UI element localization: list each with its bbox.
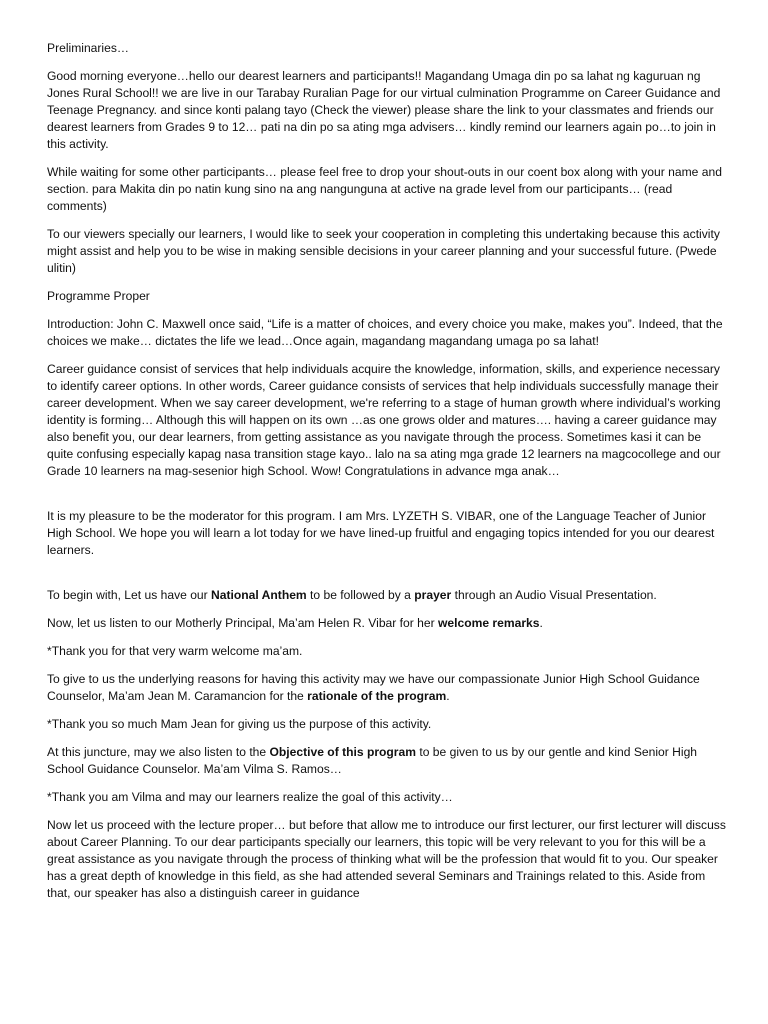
paragraph-greeting: Good morning everyone…hello our dearest learners and participants!! Magandang Umaga din po sa lahat ng kaguruan ng Jones Rural School!! we are live in our Tarabay Ruralian Page for our virtual culmination Programme on Career Guidance and Teenage Pregnancy. and since konti palang tayo (Check the viewer) please share the link to your classmates and friends our dearest learners from Grades 9 to 12… pati na din po sa ating mga advisers… kindly remind our learners again po…to join in this activity.: [47, 69, 721, 151]
paragraph-thanks-welcome: *Thank you for that very warm welcome ma’am.: [47, 644, 303, 658]
paragraph-career-guidance: Career guidance consist of services that help individuals acquire the knowledge, information, skills, and experience necessary to identify career options. In other words, Career guidance consists of services that help individuals successfully manage their career development. When we say career development, we're referring to a stage of human growth where individual’s working identity is forming… Although this will happen on its own …as one grows older and matures…. having a career guidance may also benefit you, our dear learners, from getting assistance as you navigate through the process. Sometimes kasi it can be quite confusing especially kapag nasa transition stage kayo.. lalo na sa ating mga grade 12 learners na magcocollege and our Grade 10 learners na mag-sesenior high School. Wow! Congratulations in advance mga anak…: [47, 362, 721, 478]
paragraph-cooperation: To our viewers specially our learners, I would like to seek your cooperation in completing this undertaking because this activity might assist and help you to be wise in making sensible decisions in your career planning and your successful future. (Pwede ulitin): [47, 227, 720, 275]
programme-heading: Programme Proper: [47, 289, 150, 303]
paragraph-anthem: To begin with, Let us have our National Anthem to be followed by a prayer through an Audio Visual Presentation.: [47, 588, 657, 602]
paragraph-moderator: It is my pleasure to be the moderator for this program. I am Mrs. LYZETH S. VIBAR, one of the Language Teacher of Junior High School. We hope you will learn a lot today for we have lined-up fruitful and engaging topics intended for you our dearest learners.: [47, 509, 715, 557]
spacer: [47, 491, 728, 508]
spacer: [47, 570, 728, 587]
paragraph-thanks-rationale: *Thank you so much Mam Jean for giving us the purpose of this activity.: [47, 717, 432, 731]
paragraph-rationale: To give to us the underlying reasons for having this activity may we have our compassionate Junior High School Guidance Counselor, Ma’am Jean M. Caramancion for the rationale of the program.: [47, 672, 700, 703]
paragraph-shout-outs: While waiting for some other participants… please feel free to drop your shout-outs in our coent box along with your name and section. para Makita din po natin kung sino na ang nangunguna at active na grade level from our participants… (read comments): [47, 165, 722, 213]
paragraph-welcome: Now, let us listen to our Motherly Principal, Ma’am Helen R. Vibar for her welcome remarks.: [47, 616, 543, 630]
paragraph-introduction: Introduction: John C. Maxwell once said, “Life is a matter of choices, and every choice you make, makes you”. Indeed, that the choices we make… dictates the life we lead…Once again, magandang magandang umaga po sa lahat!: [47, 317, 723, 348]
paragraph-objective: At this juncture, may we also listen to the Objective of this program to be given to us by our gentle and kind Senior High School Guidance Counselor. Ma’am Vilma S. Ramos…: [47, 745, 698, 776]
preliminaries-heading: Preliminaries…: [47, 41, 129, 55]
paragraph-thanks-objective: *Thank you am Vilma and may our learners realize the goal of this activity…: [47, 790, 453, 804]
paragraph-lecture: Now let us proceed with the lecture proper… but before that allow me to introduce our first lecturer, our first lecturer will discuss about Career Planning. To our dear participants specially our learners, this topic will be very relevant to you for this will be a great assistance as you navigate through the process of thinking what will be the profession that would fit to you. Our speaker has a great depth of knowledge in this field, as she had attended several Seminars and Trainings related to this. Aside from that, our speaker has also a distinguish career in guidance: [47, 818, 726, 900]
